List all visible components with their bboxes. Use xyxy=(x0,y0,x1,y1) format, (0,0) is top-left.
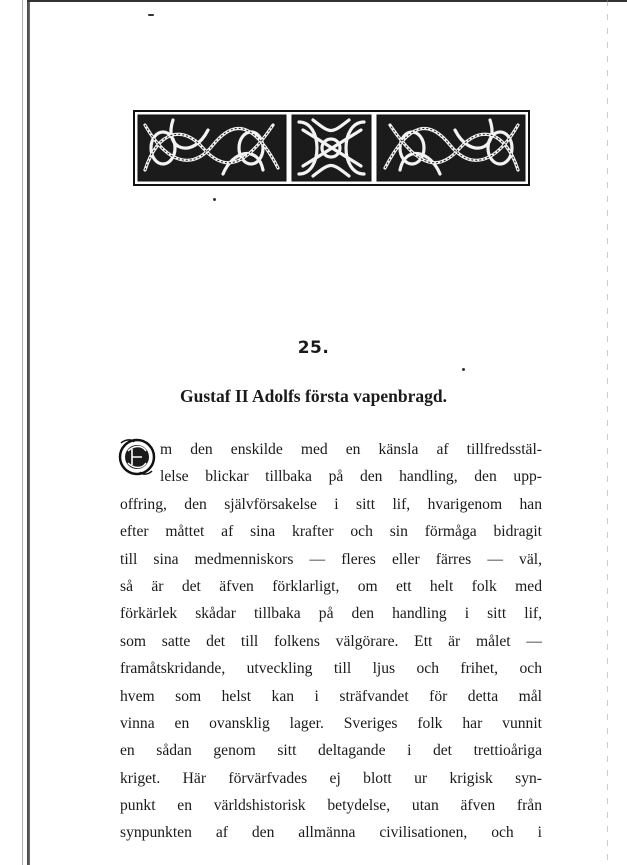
text-line: lelse blickar tillbaka på den handling, den upp- xyxy=(160,468,542,486)
text-line: vinna en ovansklig lager. Sveriges folk har vunnit xyxy=(120,714,542,732)
scan-speck xyxy=(462,368,465,371)
scan-right-edge xyxy=(607,0,608,865)
scan-speck xyxy=(213,198,216,201)
text-line: hvem som helst kan i sträfvandet för detta mål xyxy=(120,687,542,705)
scan-edge-line xyxy=(22,0,23,865)
text-line: offring, den självförsakelse i sitt lif, hvarigenom han xyxy=(120,495,542,513)
text-line: kriget. Här förvärfvades ej blott ur krigisk syn- xyxy=(120,769,542,787)
scan-speck xyxy=(148,14,154,16)
text-line-first: m den enskilde med en känsla af tillfredsstäl- xyxy=(160,441,542,458)
scan-top-edge xyxy=(27,0,627,2)
text-line: så är det äfven förklarligt, om ett helt folk med xyxy=(120,577,542,595)
text-line: efter måttet af sina krafter och sin förmåga bidragit xyxy=(120,523,542,541)
scan-binding-edge xyxy=(27,0,30,865)
chapter-title: Gustaf II Adolfs första vapenbragd. xyxy=(180,386,447,406)
body-paragraph xyxy=(120,436,542,847)
knotwork-headpiece-ornament xyxy=(133,110,530,186)
text-line: till sina medmenniskors — fleres eller färres — väl, xyxy=(120,550,542,568)
chapter-number: 25. xyxy=(297,338,330,358)
text-line: en sådan genom sitt deltagande i det trettioåriga xyxy=(120,742,542,760)
text-line: som satte det till folkens välgörare. Ett är målet — xyxy=(120,632,542,650)
text-line: framåtskridande, utveckling till ljus och frihet, och xyxy=(120,660,542,678)
text-line: förkärlek skådar tillbaka på den handling i sitt lif, xyxy=(120,605,542,623)
text-line: punkt en världshistorisk betydelse, utan äfven från xyxy=(120,797,542,815)
text-line: synpunkten af den allmänna civilisationen, och i xyxy=(120,824,542,842)
